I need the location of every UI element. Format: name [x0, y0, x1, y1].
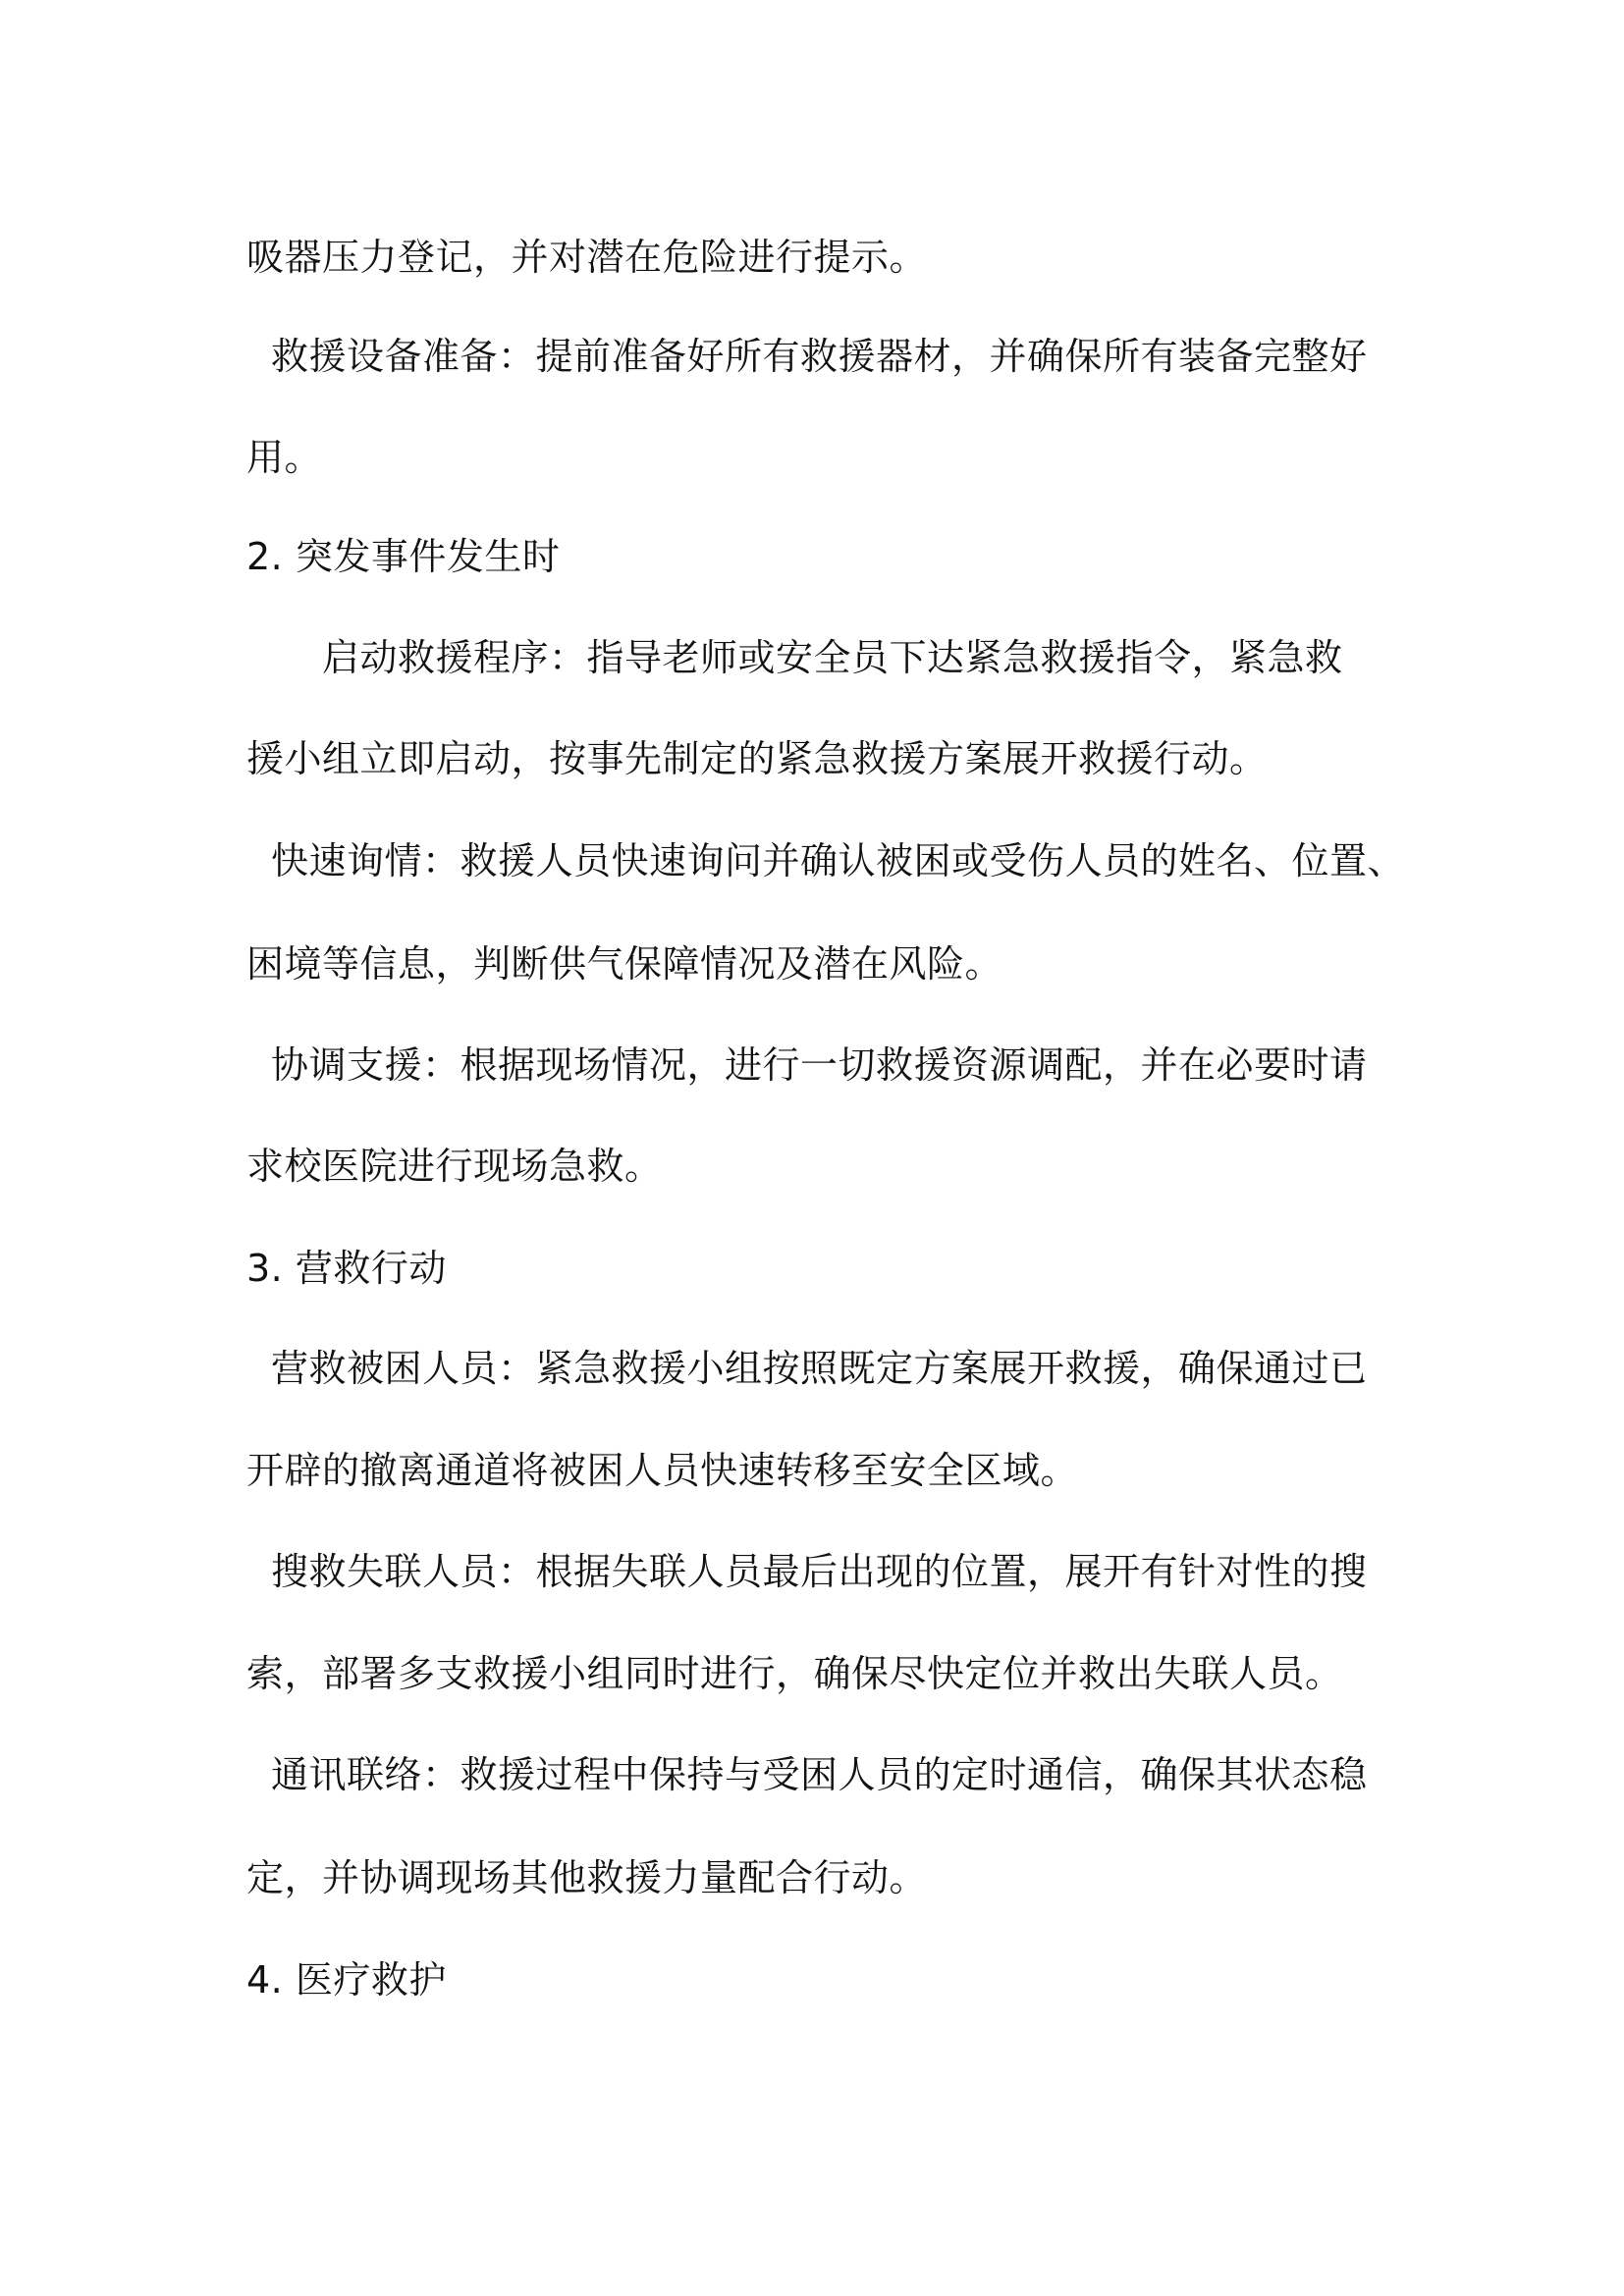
- paragraph-line-continuation: 困境等信息，判断供气保障情况及潜在风险。: [246, 942, 1003, 986]
- paragraph-rescue-equipment: 救援设备准备：提前准备好所有救援器材，并确保所有装备完整好: [271, 335, 1368, 378]
- section-heading-2: 2. 突发事件发生时: [246, 535, 561, 578]
- paragraph-line-continuation: 用。: [246, 436, 323, 479]
- section-heading-4: 4. 医疗救护: [246, 1958, 447, 2002]
- paragraph-line-continuation: 求校医院进行现场急救。: [246, 1145, 663, 1188]
- paragraph-line-continuation: 定，并协调现场其他救援力量配合行动。: [246, 1856, 928, 1899]
- paragraph-communication: 通讯联络：救援过程中保持与受困人员的定时通信，确保其状态稳: [271, 1753, 1368, 1796]
- paragraph-start-rescue: 启动救援程序：指导老师或安全员下达紧急救援指令，紧急救: [322, 636, 1343, 679]
- paragraph-line-continuation: 开辟的撤离通道将被困人员快速转移至安全区域。: [246, 1449, 1079, 1492]
- paragraph-coordination: 协调支援：根据现场情况，进行一切救援资源调配，并在必要时请: [271, 1043, 1368, 1087]
- paragraph-line-continuation: 援小组立即启动，按事先制定的紧急救援方案展开救援行动。: [246, 737, 1268, 780]
- paragraph-quick-inquiry: 快速询情：救援人员快速询问并确认被困或受伤人员的姓名、位置、: [271, 839, 1406, 882]
- section-heading-3: 3. 营救行动: [246, 1247, 447, 1290]
- paragraph-search-missing: 搜救失联人员：根据失联人员最后出现的位置，展开有针对性的搜: [271, 1550, 1368, 1593]
- paragraph-rescue-trapped: 营救被困人员：紧急救援小组按照既定方案展开救援，确保通过已: [271, 1347, 1368, 1390]
- paragraph-line-continuation: 吸器压力登记，并对潜在危险进行提示。: [246, 236, 928, 279]
- paragraph-line-continuation: 索，部署多支救援小组同时进行，确保尽快定位并救出失联人员。: [246, 1652, 1343, 1695]
